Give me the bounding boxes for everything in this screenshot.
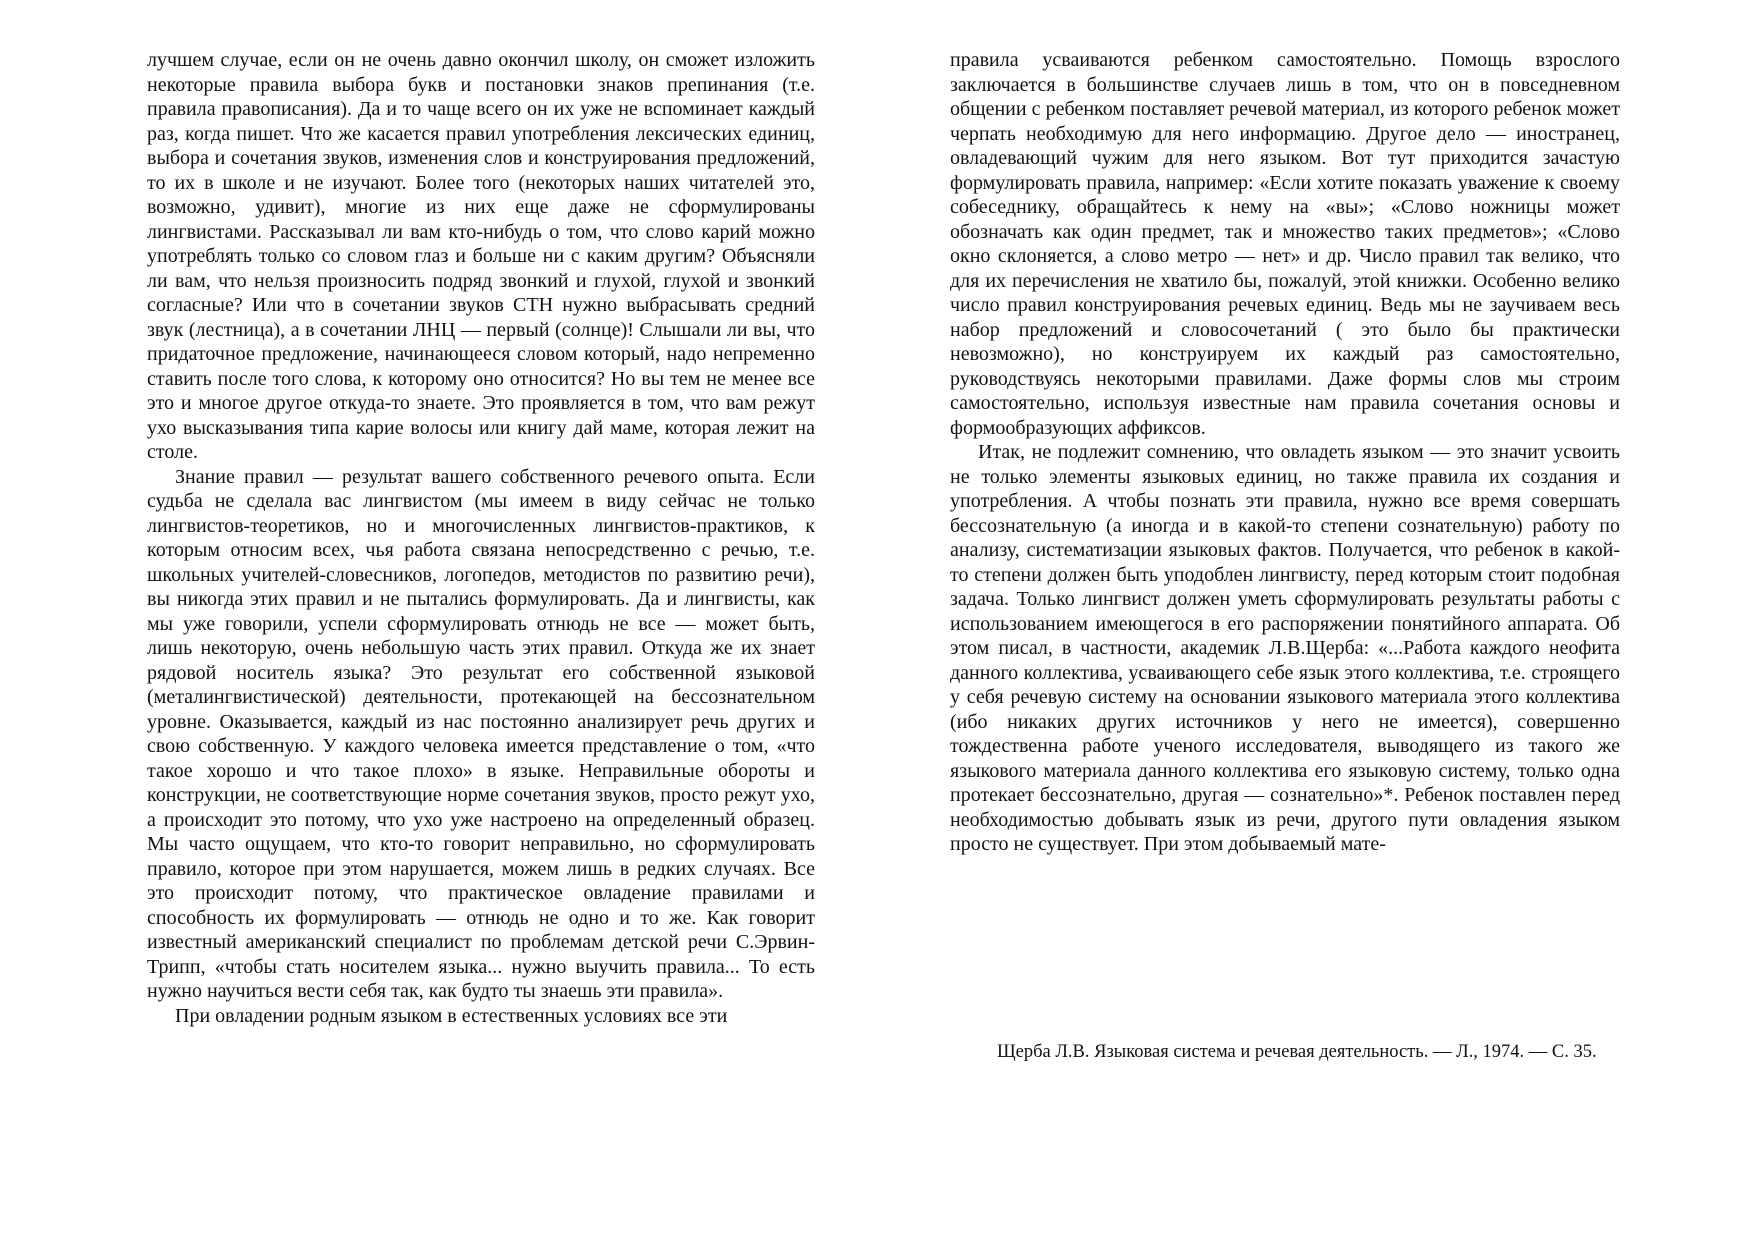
right-page bbox=[950, 48, 1620, 857]
footnote: Щерба Л.В. Языковая система и речевая деятельность. — Л., 1974. — С. 35. bbox=[997, 1042, 1597, 1062]
left-paragraph-1: лучшем случае, если он не очень давно окончил школу, он сможет изложить некоторые правила выбора букв и постановки знаков препинания (т.е. правила правописания). Да и то чаще всего он их уже не вспоминает каждый раз, когда пишет. Что же касается правил употребления лексических единиц, выбора и сочетания звуков, изменения слов и конструирования предложений, то их в школе и не изучают. Более того (некоторых наших читателей это, возможно, удивит), многие из них еще даже не сформулированы лингвистами. Рассказывал ли вам кто-нибудь о том, что слово карий можно употреблять только со словом глаз и больше ни с каким другим? Объясняли ли вам, что нельзя произносить подряд звонкий и глухой, глухой и звонкий согласные? Или что в сочетании звуков СТН нужно выбрасывать средний звук (лестница), а в сочетании ЛНЦ — первый (солнце)! Слышали ли вы, что придаточное предложение, начинающееся словом который, надо непременно ставить после того слова, к которому оно относится? Но вы тем не менее все это и многое другое откуда-то знаете. Это проявляется в том, что вам режут ухо высказывания типа карие волосы или книгу дай маме, которая лежит на столе. bbox=[147, 49, 815, 463]
right-paragraph-1: правила усваиваются ребенком самостоятельно. Помощь взрослого заключается в большинстве случаев лишь в том, что он в повседневном общении с ребенком поставляет речевой материал, из которого ребенок может черпать необходимую для него информацию. Другое дело — иностранец, овладевающий чужим для него языком. Вот тут приходится зачастую формулировать правила, например: «Если хотите показать уважение к своему собеседнику, обращайтесь к нему на «вы»; «Слово ножницы может обозначать как один предмет, так и множество таких предметов»; «Слово окно склоняется, а слово метро — нет» и др. Число правил так велико, что для их перечисления не хватило бы, пожалуй, этой книжки. Особенно велико число правил конструирования речевых единиц. Ведь мы не заучиваем весь набор предложений и словосочетаний ( это было бы практически невозможно), но конструируем их каждый раз самостоятельно, руководствуясь некоторыми правилами. Даже формы слов мы строим самостоятельно, используя известные нам правила сочетания основы и формообразующих аффиксов. bbox=[950, 49, 1620, 439]
right-paragraph-2: Итак, не подлежит сомнению, что овладеть языком — это значит усвоить не только элементы языковых единиц, но также правила их создания и употребления. А чтобы познать эти правила, нужно все время совершать бессознательную (а иногда и в какой-то степени сознательную) работу по анализу, систематизации языковых фактов. Получается, что ребенок в какой-то степени должен быть уподоблен лингвисту, перед которым стоит подобная задача. Только лингвист должен уметь сформулировать результаты работы с использованием имеющегося в его распоряжении понятийного аппарата. Об этом писал, в частности, академик Л.В.Щерба: «...Работа каждого неофита данного коллектива, усваивающего себе язык этого коллектива, т.е. строящего у себя речевую систему на основании языкового материала этого коллектива (ибо никаких других источников у него не имеется), совершенно тождественна работе ученого исследователя, выводящего из такого же языкового материала данного коллектива его языковую систему, только одна протекает бессознательно, другая — сознательно»*. Ребенок поставлен перед необходимостью добывать язык из речи, другого пути овладения языком просто не существует. При этом добываемый мате- bbox=[950, 441, 1620, 855]
left-page bbox=[147, 48, 815, 1028]
left-paragraph-3: При овладении родным языком в естественных условиях все эти bbox=[175, 1004, 728, 1027]
left-paragraph-2: Знание правил — результат вашего собственного речевого опыта. Если судьба не сделала вас лингвистом (мы имеем в виду сейчас не только лингвистов-теоретиков, но и многочисленных лингвистов-практиков, к которым относим всех, чья работа связана непосредственно с речью, т.е. школьных учителей-словесников, логопедов, методистов по развитию речи), вы никогда этих правил и не пытались формулировать. Да и лингвисты, как мы уже говорили, успели сформулировать отнюдь не все — может быть, лишь некоторую, очень небольшую часть этих правил. Откуда же их знает рядовой носитель языка? Это результат его собственной языковой (металингвистической) деятельности, протекающей на бессознательном уровне. Оказывается, каждый из нас постоянно анализирует речь других и свою собственную. У каждого человека имеется представление о том, «что такое хорошо и что такое плохо» в языке. Неправильные обороты и конструкции, не соответствующие норме сочетания звуков, просто режут ухо, а происходит это потому, что ухо уже настроено на определенный образец. Мы часто ощущаем, что кто-то говорит неправильно, но сформулировать правило, которое при этом нарушается, можем лишь в редких случаях. Все это происходит потому, что практическое овладение правилами и способность их формулировать — отнюдь не одно и то же. Как говорит известный американский специалист по проблемам детской речи С.Эрвин-Трипп, «чтобы стать носителем языка... нужно выучить правила... То есть нужно научиться вести себя так, как будто ты знаешь эти правила». bbox=[147, 465, 815, 1002]
